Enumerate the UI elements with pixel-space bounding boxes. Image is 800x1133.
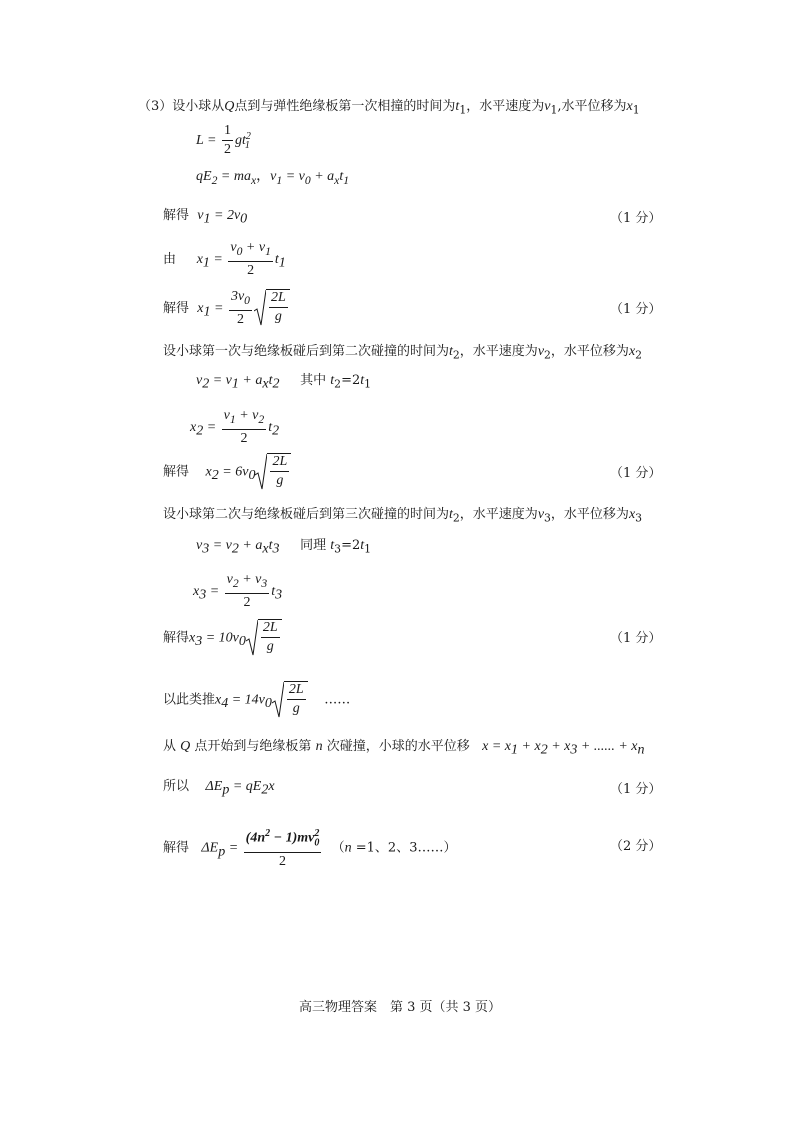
- subscript: 2: [540, 742, 548, 758]
- solve-label: 解得: [163, 208, 190, 223]
- var-t: t: [455, 99, 460, 114]
- eq-term: + a: [238, 538, 263, 553]
- fraction: [225, 572, 270, 611]
- note-eq: =2: [341, 373, 361, 388]
- eq-term: + x: [547, 739, 571, 754]
- var-x: x: [626, 99, 633, 114]
- denominator: 2: [223, 142, 231, 157]
- point-q: Q: [180, 739, 191, 754]
- subscript: 1: [203, 211, 211, 227]
- denominator: 2: [243, 594, 251, 610]
- solve-label: 解得: [163, 464, 190, 480]
- numerator-term: (4n: [245, 830, 266, 846]
- subscript: 1: [343, 173, 350, 187]
- numerator: 1: [222, 123, 233, 141]
- by-label: 由: [163, 251, 177, 267]
- var-n: n: [344, 840, 352, 856]
- subscript: 1: [203, 304, 211, 320]
- eq-term: = v: [209, 373, 232, 388]
- subscript: 0: [244, 293, 250, 307]
- var-v: v: [537, 344, 545, 359]
- subscript: 2: [544, 348, 551, 362]
- superscript: 2: [265, 828, 271, 839]
- solve-label: 解得: [163, 840, 190, 856]
- denominator: 2: [236, 311, 244, 327]
- subscript: 2: [635, 348, 643, 362]
- subscript: 3: [544, 511, 551, 525]
- eq-lhs: L =: [196, 133, 220, 148]
- eq-rhs: = 2v: [210, 208, 241, 223]
- solve-label: 解得: [163, 630, 190, 646]
- eq-term: + ...... + x: [577, 739, 638, 754]
- eq-term: t: [268, 538, 273, 553]
- var-x: x: [193, 583, 200, 599]
- subscript: 1: [276, 173, 283, 187]
- var-x: x: [196, 251, 203, 267]
- eq-term: = ma: [217, 169, 251, 184]
- solve-x2: [163, 453, 291, 491]
- var-n: n: [315, 739, 323, 754]
- sqrt: [246, 619, 282, 657]
- analog-label: 以此类推: [163, 692, 216, 708]
- intro-text: ，水平位移为: [550, 344, 629, 359]
- eq-x3-avg: [193, 572, 282, 611]
- var-t: t: [330, 538, 335, 553]
- note-text: 同理: [300, 538, 327, 553]
- equals: =: [206, 583, 223, 599]
- fraction: [270, 454, 289, 489]
- numerator-term: − 1)mv: [270, 830, 315, 846]
- subscript: 2: [334, 377, 342, 391]
- ellipsis: ……: [324, 692, 351, 708]
- eq-rhs: gt: [234, 133, 246, 148]
- sum-line: [163, 738, 644, 760]
- delta-e: ΔE: [205, 779, 223, 794]
- score-label: （1 分）: [610, 782, 662, 797]
- subscript: 1: [229, 412, 236, 426]
- score-label: （1 分）: [610, 302, 662, 317]
- plus: +: [242, 240, 259, 255]
- subscript: x: [262, 376, 269, 392]
- var-x: x: [189, 630, 196, 646]
- condition-text: （: [331, 840, 345, 856]
- var-x: x: [628, 344, 636, 359]
- subscript: 1: [550, 103, 558, 117]
- intro-text: ，水平位移为: [550, 507, 629, 522]
- intro-text: ，水平速度为: [466, 99, 545, 114]
- numerator-term: v: [255, 572, 262, 587]
- subscript: 1: [265, 244, 271, 258]
- subscript: 0: [248, 468, 256, 484]
- var-t: t: [271, 583, 276, 599]
- numerator-term: v: [258, 240, 266, 255]
- subscript: p: [218, 844, 226, 860]
- eq-rhs: = 6v: [218, 464, 249, 480]
- subscript: 2: [211, 468, 219, 484]
- sqrt: [272, 681, 308, 719]
- note-text: 其中: [300, 373, 327, 388]
- so-line: [163, 778, 275, 800]
- numerator: 2L: [270, 454, 289, 472]
- page-footer: 高三物理答案 第 3 页（共 3 页）: [298, 1000, 502, 1015]
- eq-term: + a: [310, 169, 335, 184]
- subscript: 0: [304, 173, 311, 187]
- subscript: 3: [195, 634, 203, 650]
- eq-term: x: [268, 779, 275, 794]
- fraction: [228, 240, 273, 279]
- intro-text: ，水平速度为: [459, 507, 538, 522]
- var-x: x: [215, 692, 222, 708]
- subscript: 3: [570, 742, 578, 758]
- numerator: 2L: [261, 620, 280, 638]
- superscript: 2: [314, 828, 320, 839]
- sqrt: [255, 453, 291, 491]
- solve-v1: [163, 207, 247, 229]
- separator: ，: [256, 169, 271, 184]
- eq-term: + a: [238, 373, 263, 388]
- var-t: t: [449, 507, 453, 522]
- eq-rhs: = qE: [229, 779, 262, 794]
- var-t: t: [330, 373, 335, 388]
- score-label: （2 分）: [610, 839, 662, 854]
- subscript: 0: [238, 634, 246, 650]
- intro3-line: [163, 506, 642, 528]
- denominator: 2: [279, 854, 286, 870]
- intro-text: （3）设小球从: [138, 99, 225, 114]
- delta-e: ΔE: [201, 840, 219, 856]
- intro-text: ，水平速度为: [459, 344, 538, 359]
- eq-term: v: [196, 538, 203, 553]
- subscript: 0: [240, 211, 248, 227]
- intro2-line: [163, 343, 642, 365]
- eq-term: qE: [196, 169, 212, 184]
- subscript: 1: [202, 255, 210, 271]
- var-t: t: [274, 251, 279, 267]
- subscript: 3: [199, 587, 207, 603]
- subscript: 2: [202, 376, 210, 392]
- solve-label: 解得: [163, 300, 190, 316]
- subscript: 2: [258, 412, 265, 426]
- eq-term: + x: [518, 739, 541, 754]
- eq-term: t: [268, 373, 273, 388]
- subscript: 2: [261, 782, 269, 798]
- var-x: x: [205, 464, 212, 480]
- plus: +: [235, 408, 253, 423]
- eq-x1-avg: [163, 240, 286, 279]
- eq-term: = v: [209, 538, 232, 553]
- numerator-term: 3v: [230, 289, 245, 304]
- fraction: [287, 682, 306, 717]
- intro-text: 设小球第一次与绝缘板碰后到第二次碰撞的时间为: [163, 344, 450, 359]
- eq-rhs: = 14v: [228, 692, 265, 708]
- intro-text: 设小球第二次与绝缘板碰后到第三次碰撞的时间为: [163, 507, 450, 522]
- subscript: 3: [275, 587, 283, 603]
- eq-v2: [196, 372, 371, 394]
- subscript: n: [637, 742, 645, 758]
- subscript: 3: [202, 541, 210, 557]
- denominator: g: [276, 473, 284, 488]
- subscript: 2: [452, 348, 460, 362]
- so-label: 所以: [163, 779, 190, 794]
- denominator: g: [292, 701, 300, 716]
- var-t: t: [360, 538, 365, 553]
- denominator: g: [266, 639, 274, 654]
- var-x: x: [482, 739, 489, 754]
- numerator: 2L: [269, 290, 288, 308]
- subscript: 1: [244, 139, 250, 151]
- subscript: x: [250, 173, 257, 187]
- plus: +: [238, 572, 256, 587]
- sum-text: 点开始到与绝缘板第: [194, 739, 312, 754]
- eq-L: [196, 123, 250, 158]
- fraction: [222, 123, 233, 158]
- denominator: 2: [247, 262, 255, 278]
- var-x: x: [628, 507, 636, 522]
- subscript: 2: [211, 173, 218, 187]
- note-eq: =2: [341, 538, 361, 553]
- subscript: x: [334, 173, 340, 187]
- subscript: 3: [272, 541, 280, 557]
- subscript: 4: [221, 696, 229, 712]
- subscript: p: [222, 782, 230, 798]
- subscript: 3: [635, 511, 643, 525]
- subscript: 2: [272, 376, 280, 392]
- final-line: [163, 826, 456, 870]
- subscript: 2: [231, 541, 239, 557]
- var-v: v: [544, 99, 551, 114]
- subscript: 0: [264, 696, 272, 712]
- var-v: v: [537, 507, 545, 522]
- eq-term: t: [339, 169, 344, 184]
- fraction: [222, 408, 267, 447]
- denominator: 2: [240, 430, 248, 446]
- subscript: 1: [511, 742, 519, 758]
- equals: =: [203, 419, 220, 435]
- equals: =: [210, 300, 227, 316]
- solve-x1: [163, 289, 290, 328]
- eq-term: v: [196, 373, 203, 388]
- numerator-term: v: [223, 408, 230, 423]
- numerator: 2L: [287, 682, 306, 700]
- subscript: 1: [364, 377, 372, 391]
- condition-text: =1、2、3……）: [351, 840, 457, 856]
- subscript: 1: [364, 542, 372, 556]
- subscript: 1: [632, 103, 640, 117]
- equals: =: [209, 251, 227, 267]
- numerator-term: v: [252, 408, 259, 423]
- subscript: 1: [231, 376, 239, 392]
- score-label: （1 分）: [610, 211, 662, 226]
- fraction: [261, 620, 280, 655]
- subscript: 2: [232, 576, 239, 590]
- subscript: 3: [334, 542, 342, 556]
- eq-x2-avg: [190, 408, 279, 447]
- fraction: [244, 826, 322, 870]
- eq-rhs: = 10v: [202, 630, 239, 646]
- subscript: 3: [261, 576, 268, 590]
- numerator-term: v: [230, 240, 237, 255]
- subscript: 2: [196, 423, 204, 439]
- score-label: （1 分）: [610, 466, 662, 481]
- solve-x3: [163, 619, 282, 657]
- eq-qE: [196, 168, 349, 190]
- var-t: t: [449, 344, 453, 359]
- eq-term: = x: [488, 739, 512, 754]
- sum-text: 次碰撞，小球的水平位移: [326, 739, 470, 754]
- sqrt: [254, 289, 290, 327]
- fraction: [269, 290, 288, 325]
- score-label: （1 分）: [610, 631, 662, 646]
- subscript: 2: [452, 511, 460, 525]
- sum-text: 从: [163, 739, 177, 754]
- numerator-term: v: [226, 572, 233, 587]
- fraction: [229, 289, 252, 328]
- intro-text: 点到与弹性绝缘板第一次相撞的时间为: [234, 99, 456, 114]
- var-t: t: [268, 419, 273, 435]
- var-x: x: [197, 300, 204, 316]
- intro-line: [138, 98, 640, 120]
- point-q: Q: [224, 99, 235, 114]
- var-v: v: [197, 208, 204, 223]
- subscript: x: [262, 541, 269, 557]
- subscript: 1: [278, 255, 286, 271]
- subscript: 1: [459, 103, 467, 117]
- subscript: 0: [314, 837, 320, 849]
- analog-x4: [163, 681, 350, 719]
- intro-text: ,水平位移为: [557, 99, 627, 114]
- subscript: 2: [272, 423, 280, 439]
- denominator: g: [274, 309, 282, 325]
- eq-term: = v: [282, 169, 305, 184]
- subscript: 0: [236, 244, 243, 258]
- eq-v3: [196, 537, 371, 559]
- equals: =: [225, 840, 242, 856]
- superscript: 2: [245, 130, 251, 142]
- eq-term: v: [270, 169, 277, 184]
- var-x: x: [190, 419, 197, 435]
- var-t: t: [360, 373, 365, 388]
